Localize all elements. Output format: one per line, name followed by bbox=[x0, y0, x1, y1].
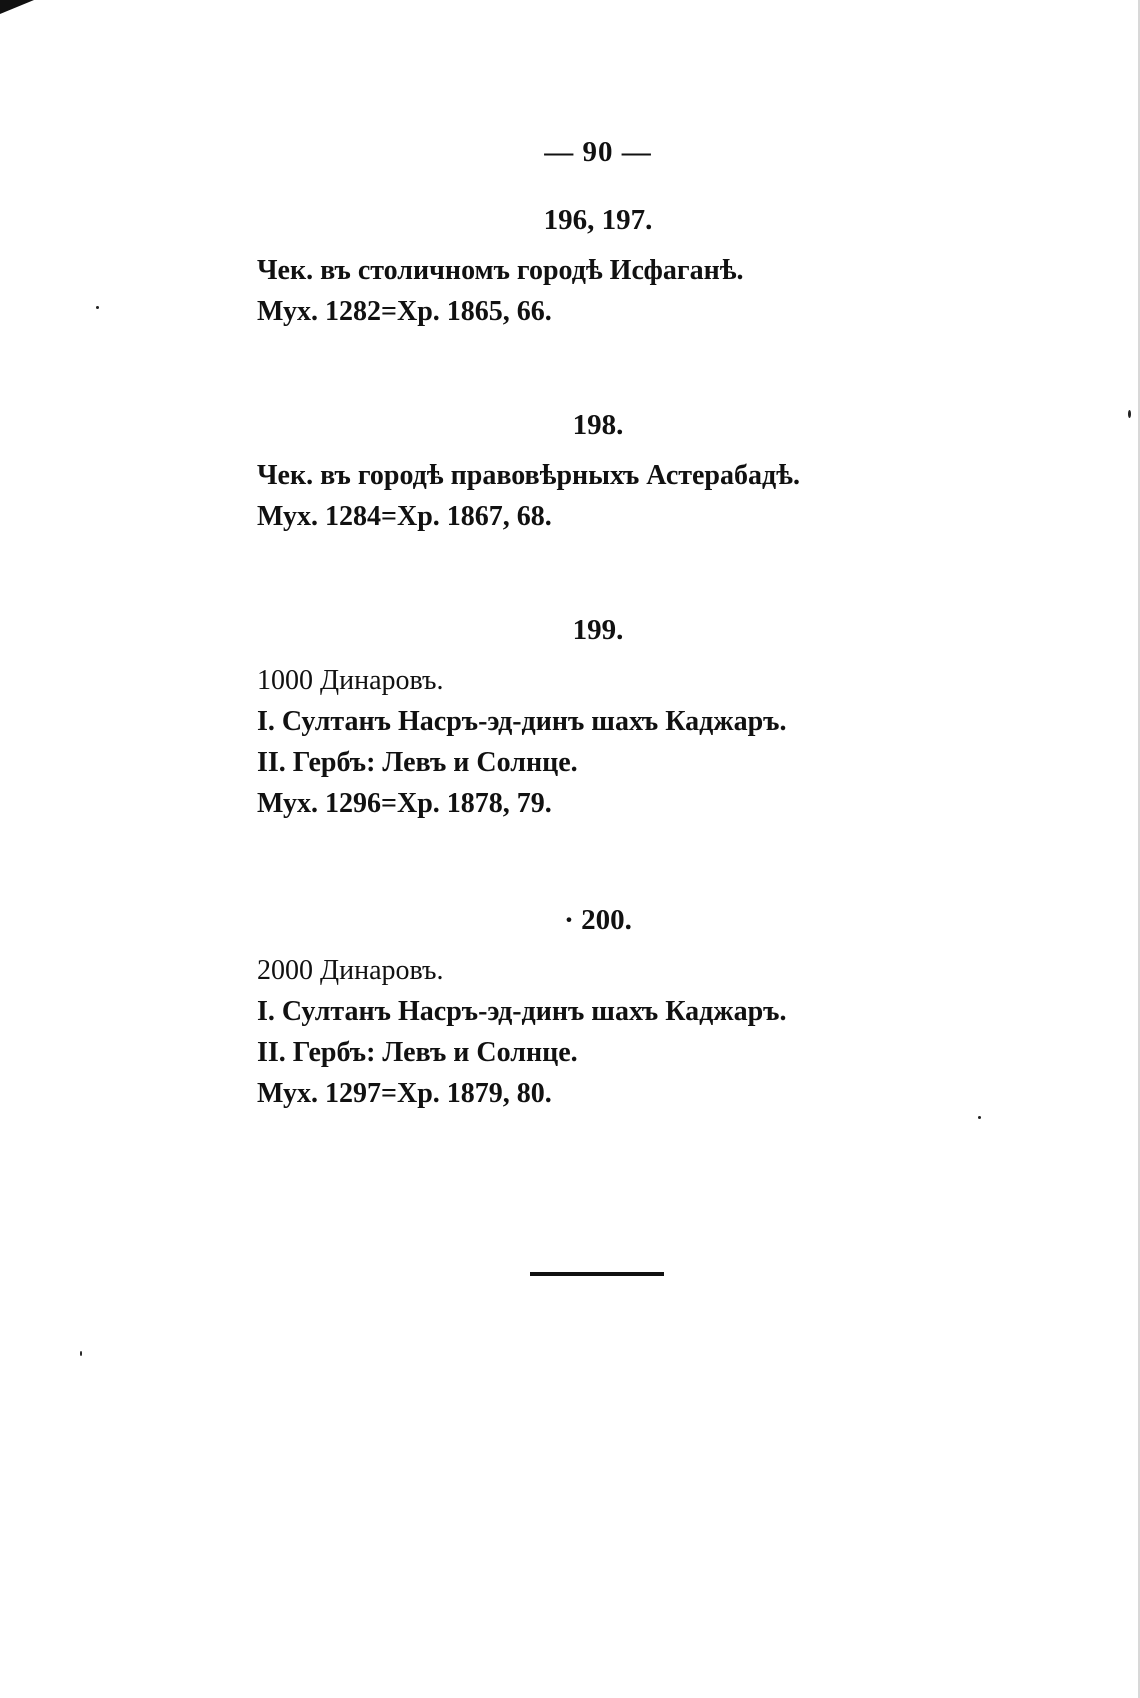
entry-line: I. Султанъ Насръ-эд-динъ шахъ Каджаръ. bbox=[257, 706, 787, 737]
scan-speck bbox=[978, 1116, 981, 1119]
entry-heading-200: · 200. bbox=[564, 904, 632, 936]
entry-line: 1000 Динаровъ. bbox=[257, 665, 444, 696]
page-number: — 90 — bbox=[544, 136, 652, 168]
entry-body-200 bbox=[257, 950, 857, 1114]
entry-line: Чек. въ столичномъ городѣ Исфаганѣ. bbox=[257, 255, 744, 286]
entry-line: I. Султанъ Насръ-эд-динъ шахъ Каджаръ. bbox=[257, 996, 787, 1027]
scan-speck bbox=[1128, 410, 1131, 418]
entry-line: Мух. 1282=Хр. 1865, 66. bbox=[257, 296, 552, 327]
corner-scan-mark bbox=[0, 0, 34, 14]
entry-line: Мух. 1297=Хр. 1879, 80. bbox=[257, 1078, 552, 1109]
scan-speck bbox=[80, 1351, 82, 1356]
entry-line: Чек. въ городѣ правовѣрныхъ Астерабадѣ. bbox=[257, 460, 800, 491]
entry-heading-198: 198. bbox=[572, 409, 624, 441]
entry-line: II. Гербъ: Левъ и Солнце. bbox=[257, 747, 578, 778]
entry-line: Мух. 1284=Хр. 1867, 68. bbox=[257, 501, 552, 532]
entry-line: Мух. 1296=Хр. 1878, 79. bbox=[257, 788, 552, 819]
scan-speck bbox=[96, 306, 99, 309]
entry-heading-196-197: 196, 197. bbox=[543, 204, 653, 236]
end-rule bbox=[530, 1272, 664, 1276]
entry-line: 2000 Динаровъ. bbox=[257, 955, 444, 986]
entry-body-198 bbox=[257, 455, 857, 537]
entry-line: II. Гербъ: Левъ и Солнце. bbox=[257, 1037, 578, 1068]
entry-heading-199: 199. bbox=[572, 614, 624, 646]
entry-body-199 bbox=[257, 660, 857, 824]
entry-body-196-197 bbox=[257, 250, 857, 332]
